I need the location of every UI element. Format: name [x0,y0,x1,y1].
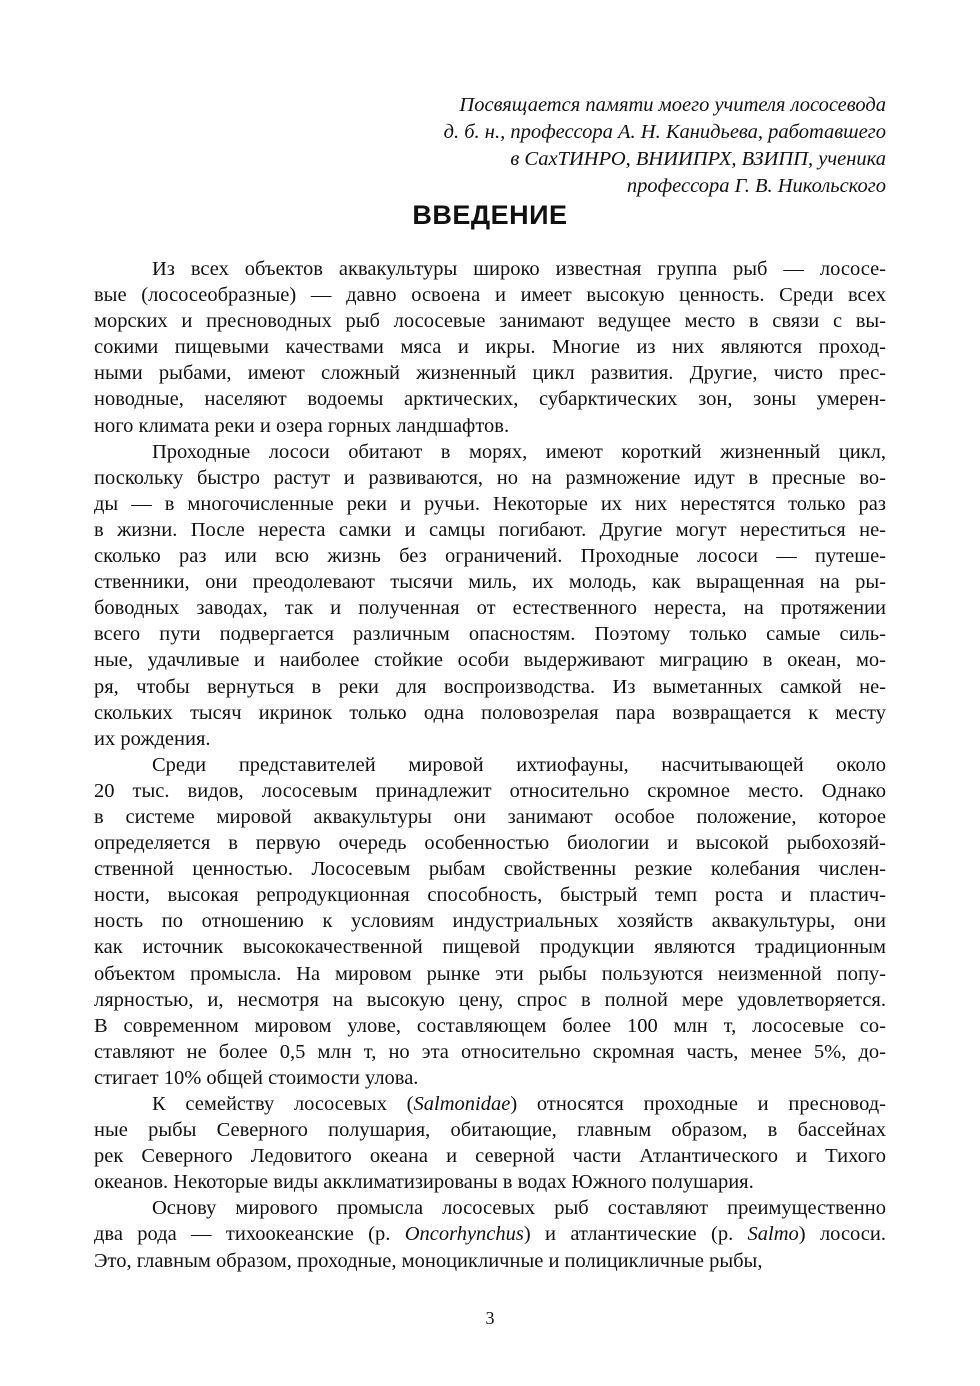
paragraph-line: ными рыбами, имеют сложный жизненный цикл развития. Другие, чисто прес- [94,362,886,385]
paragraph-line: ставляют не более 0,5 млн т, но эта относительно скромная часть, менее 5%, до- [94,1040,886,1063]
paragraph-line: определяется в первую очередь особенностью биологии и высокой рыбохозяй- [94,832,886,855]
paragraph-line: объектом промысла. На мировом рынке эти рыбы пользуются неизменной попу- [94,962,886,985]
paragraph-line: ности, высокая репродукционная способность, быстрый темп роста и пластич- [94,884,886,907]
paragraph-line: ные, удачливые и наиболее стойкие особи выдерживают миграцию в океан, мо- [94,649,886,672]
paragraph-line: ды — в многочисленные реки и ручьи. Некоторые их них нерестятся только раз [94,492,886,515]
paragraph-line: морских и пресноводных рыб лососевые занимают ведущее место в связи с вы- [94,310,886,333]
paragraph-line: Среди представителей мировой ихтиофауны, насчитывающей около [152,753,886,776]
dedication-line: Посвящается памяти моего учителя лососевода [459,94,886,116]
paragraph-line: вые (лососеобразные) — давно освоена и имеет высокую ценность. Среди всех [94,284,886,307]
paragraph-line: всего пути подвергается различным опасностям. Поэтому только самые силь- [94,623,886,646]
paragraph-line: К семейству лососевых (Salmonidae) относятся проходные и пресновод- [152,1093,886,1115]
page-number: 3 [485,1308,495,1328]
paragraph-line: Проходные лососи обитают в морях, имеют короткий жизненный цикл, [152,440,886,463]
paragraph-line: два рода — тихоокеанские (р. Oncorhynchus) и атлантические (р. Salmo) лососи. [94,1223,886,1246]
paragraph-line: скольких тысяч икринок только одна половозрелая пара возвращается к месту [94,701,886,724]
paragraph-line: ственной ценностью. Лососевым рыбам свойственны резкие колебания числен- [94,858,886,881]
paragraph-line: в жизни. После нереста самки и самцы погибают. Другие могут нереститься не- [94,518,886,541]
paragraph [94,1091,886,1195]
paragraph [94,256,886,439]
paragraph [94,1195,886,1273]
paragraph-line: в системе мировой аквакультуры они занимают особое положение, которое [94,805,886,828]
dedication [300,92,886,200]
paragraph-line: ственники, они преодолевают тысячи миль, их молодь, как выращенная на ры- [94,571,886,594]
paragraph-line: лярностью, и, несмотря на высокую цену, спрос в полной мере удовлетворяется. [94,988,886,1011]
paragraph [94,752,886,1091]
paragraph-line: как источник высококачественной пищевой продукции являются традиционным [94,936,886,959]
paragraph-line: сокими пищевыми качествами мяса и икры. Многие из них являются проход- [94,336,886,359]
paragraph-line: 20 тыс. видов, лососевым принадлежит относительно скромное место. Однако [94,779,886,802]
taxon-name: Oncorhynchus [404,1223,524,1246]
paragraph-line: рек Северного Ледовитого океана и северной части Атлантического и Тихого [94,1145,886,1168]
paragraph-line: ря, чтобы вернуться в реки для воспроизводства. Из выметанных самкой не- [94,675,886,698]
paragraph-line: новодные, населяют водоемы арктических, субарктических зон, зоны умерен- [94,388,886,411]
paragraph-line: стигает 10% общей стоимости улова. [94,1066,419,1089]
paragraph-line: Это, главным образом, проходные, моноцикличные и полицикличные рыбы, [94,1249,763,1272]
paragraph-line: ность по отношению к условиям индустриальных хозяйств аквакультуры, они [94,910,886,933]
paragraph-line: сколько раз или всю жизнь без ограничений. Проходные лососи — путеше- [94,545,886,568]
paragraph-line: ного климата реки и озера горных ландшафтов. [94,414,510,437]
taxon-name: Salmo [747,1223,799,1246]
paragraph-line: их рождения. [94,727,211,750]
paragraph-line: ные рыбы Северного полушария, обитающие, главным образом, в бассейнах [94,1119,886,1142]
paragraph-line: Из всех объектов аквакультуры широко известная группа рыб — лососе- [152,258,886,280]
paragraph [94,439,886,752]
dedication-line: в СахТИНРО, ВНИИПРХ, ВЗИПП, ученика [510,148,886,170]
taxon-name: Salmonidae [413,1093,511,1115]
paragraph-line: океанов. Некоторые виды акклиматизированы в водах Южного полушария. [94,1171,754,1194]
body-text [94,256,886,1274]
dedication-line: профессора Г. В. Никольского [626,175,886,197]
paragraph-line: боводных заводах, так и полученная от естественного нереста, на протяжении [94,597,886,620]
chapter-heading: ВВЕДЕНИЕ [412,200,568,230]
paragraph-line: Основу мирового промысла лососевых рыб составляют преимущественно [152,1197,886,1220]
paragraph-line: В современном мировом улове, составляющем более 100 млн т, лососевые со- [94,1014,886,1037]
dedication-line: д. б. н., профессора А. Н. Канидьева, работавшего [443,121,886,143]
paragraph-line: поскольку быстро растут и развиваются, но на размножение идут в пресные во- [94,466,886,489]
